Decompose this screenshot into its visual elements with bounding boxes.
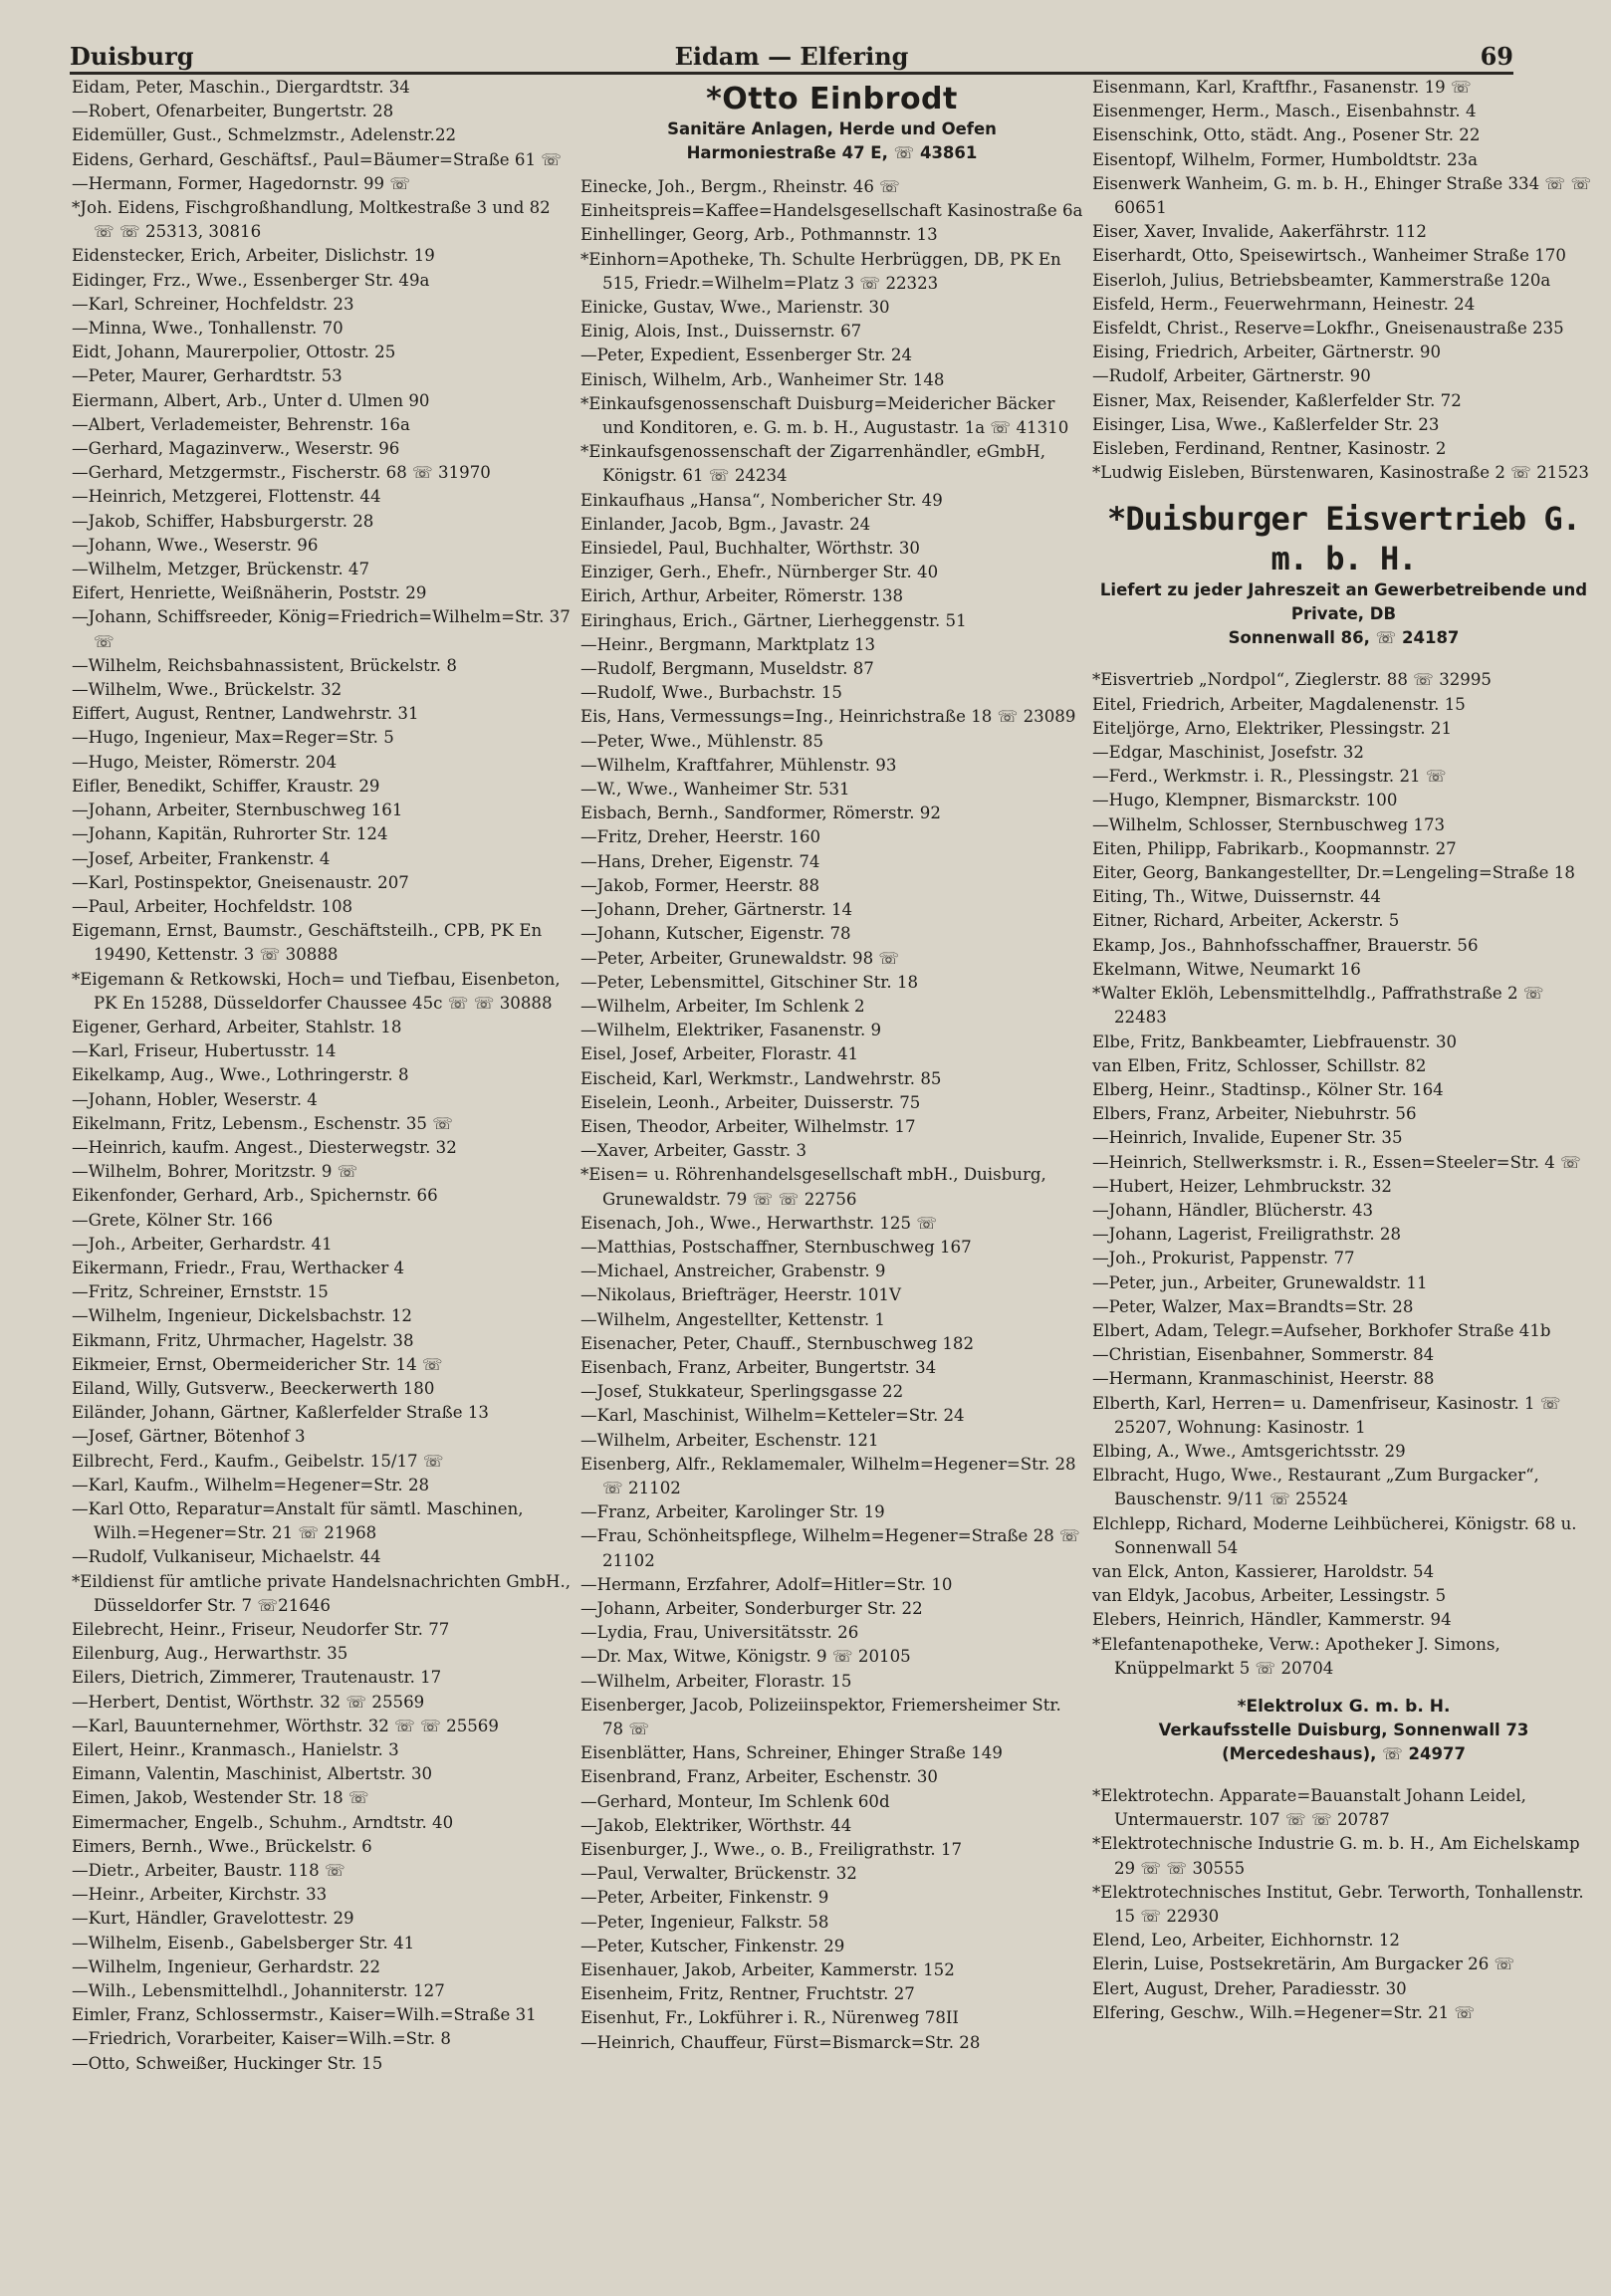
directory-entry: —Hugo, Meister, Römerstr. 204: [72, 752, 338, 772]
directory-entry: —Peter, Ingenieur, Falkstr. 58: [580, 1912, 829, 1932]
directory-entry: —Heinrich, Chauffeur, Fürst=Bismarck=Str. 28: [580, 2032, 981, 2052]
directory-entry: —Johann, Wwe., Weserstr. 96: [72, 535, 319, 555]
directory-entry: Eikermann, Friedr., Frau, Werthacker 4: [72, 1258, 405, 1277]
directory-entry: —Kurt, Händler, Gravelottestr. 29: [72, 1909, 354, 1929]
directory-entry: —Rudolf, Bergmann, Museldstr. 87: [580, 659, 874, 679]
page-header: [70, 40, 1513, 75]
directory-entry: —Johann, Lagerist, Freiligrathstr. 28: [1092, 1225, 1402, 1245]
directory-entry: Eisner, Max, Reisender, Kaßlerfelder Str. 72: [1092, 390, 1462, 410]
directory-entry: *Joh. Eidens, Fischgroßhandlung, Moltkestraße 3 und 82 ☏ ☏ 25313, 30816: [72, 198, 551, 242]
directory-entry: —Wilhelm, Metzger, Brückenstr. 47: [72, 560, 370, 579]
directory-entry: —Frau, Schönheitspflege, Wilhelm=Hegener=Straße 28 ☏ 21102: [580, 1526, 1080, 1570]
directory-entry: —Heinrich, Stellwerksmstr. i. R., Essen=Steeler=Str. 4 ☏: [1092, 1152, 1581, 1172]
directory-entry: Eisenhauer, Jakob, Arbeiter, Kammerstr. 152: [580, 1960, 955, 1980]
directory-entry: Eisfeld, Herm., Feuerwehrmann, Heinestr. 24: [1092, 294, 1476, 314]
directory-entry: Eimen, Jakob, Westender Str. 18 ☏: [72, 1788, 369, 1808]
directory-entry: Eiländer, Johann, Gärtner, Kaßlerfelder Straße 13: [72, 1403, 489, 1423]
directory-entry: Eifler, Benedikt, Schiffer, Kraustr. 29: [72, 776, 380, 796]
directory-entry: Eiland, Willy, Gutsverw., Beeckerwerth 180: [72, 1378, 435, 1398]
directory-entry: —Wilhelm, Ingenieur, Dickelsbachstr. 12: [72, 1306, 412, 1326]
column-1: [72, 76, 575, 2076]
directory-entry: —Wilhelm, Eisenb., Gabelsberger Str. 41: [72, 1933, 415, 1952]
directory-entry: Eisinger, Lisa, Wwe., Kaßlerfelder Str. 23: [1092, 414, 1440, 434]
column-3-entries-b: [1092, 668, 1595, 1681]
directory-entry: Eisenblätter, Hans, Schreiner, Ehinger Straße 149: [580, 1743, 1003, 1763]
directory-entry: —Karl, Kaufm., Wilhelm=Hegener=Str. 28: [72, 1475, 430, 1494]
directory-entry: —Heinrich, Metzgerei, Flottenstr. 44: [72, 487, 381, 507]
ad-line: Verkaufsstelle Duisburg, Sonnenwall 73: [1158, 1720, 1529, 1739]
directory-entry: —Otto, Schweißer, Huckinger Str. 15: [72, 2053, 383, 2073]
directory-entry: —Peter, Expedient, Essenberger Str. 24: [580, 345, 913, 365]
directory-entry: —Peter, Maurer, Gerhardtstr. 53: [72, 366, 343, 386]
directory-entry: Eiffert, August, Rentner, Landwehrstr. 31: [72, 704, 419, 724]
directory-entry: Eidens, Gerhard, Geschäftsf., Paul=Bäumer=Straße 61 ☏: [72, 149, 563, 169]
directory-entry: Eisenberger, Jacob, Polizeiinspektor, Friemersheimer Str. 78 ☏: [580, 1695, 1061, 1738]
directory-entry: Eiselein, Leonh., Arbeiter, Duisserstr. 75: [580, 1092, 921, 1112]
directory-entry: —Josef, Stukkateur, Sperlingsgasse 22: [580, 1382, 904, 1402]
directory-entry: Eimann, Valentin, Maschinist, Albertstr. 30: [72, 1764, 433, 1784]
directory-entry: —Gerhard, Monteur, Im Schlenk 60d: [580, 1791, 890, 1811]
directory-entry: —Peter, jun., Arbeiter, Grunewaldstr. 11: [1092, 1272, 1428, 1292]
directory-entry: Eisbach, Bernh., Sandformer, Römerstr. 92: [580, 804, 941, 823]
directory-entry: Eisenach, Joh., Wwe., Herwarthstr. 125 ☏: [580, 1213, 938, 1233]
directory-entry: Einheitspreis=Kaffee=Handelsgesellschaft Kasinostraße 6a: [580, 201, 1083, 221]
directory-entry: —Jakob, Elektriker, Wörthstr. 44: [580, 1815, 852, 1835]
directory-entry: van Elben, Fritz, Schlosser, Schillstr. 82: [1092, 1055, 1427, 1075]
directory-entry: Eidam, Peter, Maschin., Diergardtstr. 34: [72, 78, 410, 97]
directory-entry: *Elefantenapotheke, Verw.: Apotheker J. Simons, Knüppelmarkt 5 ☏ 20704: [1092, 1634, 1500, 1678]
directory-entry: —Paul, Arbeiter, Hochfeldstr. 108: [72, 896, 353, 916]
directory-entry: —Gerhard, Metzgermstr., Fischerstr. 68 ☏ 31970: [72, 463, 491, 483]
directory-entry: —Dr. Max, Witwe, Königstr. 9 ☏ 20105: [580, 1647, 911, 1667]
directory-entry: —Heinrich, Invalide, Eupener Str. 35: [1092, 1128, 1403, 1148]
directory-entry: Elbracht, Hugo, Wwe., Restaurant „Zum Burgacker“, Bauschenstr. 9/11 ☏ 25524: [1092, 1466, 1539, 1509]
directory-entry: Eisentopf, Wilhelm, Former, Humboldtstr. 23a: [1092, 149, 1478, 169]
directory-entry: Eidt, Johann, Maurerpolier, Ottostr. 25: [72, 343, 396, 362]
directory-entry: Eisfeldt, Christ., Reserve=Lokfhr., Gneisenaustraße 235: [1092, 319, 1564, 339]
directory-entry: Eiermann, Albert, Arb., Unter d. Ulmen 90: [72, 390, 430, 410]
directory-entry: —Christian, Eisenbahner, Sommerstr. 84: [1092, 1345, 1435, 1365]
directory-entry: Eidenstecker, Erich, Arbeiter, Dislichstr. 19: [72, 246, 435, 266]
directory-entry: —Karl, Bauunternehmer, Wörthstr. 32 ☏ ☏ 25569: [72, 1716, 499, 1735]
directory-entry: —Karl, Friseur, Hubertusstr. 14: [72, 1041, 337, 1061]
directory-entry: —Lydia, Frau, Universitätsstr. 26: [580, 1623, 859, 1643]
directory-entry: —Wilhelm, Reichsbahnassistent, Brückelstr. 8: [72, 655, 457, 675]
directory-entry: Eisenmenger, Herm., Masch., Eisenbahnstr. 4: [1092, 102, 1477, 121]
ad-title: *Elektrolux G. m. b. H.: [1237, 1696, 1451, 1717]
directory-entry: —Paul, Verwalter, Brückenstr. 32: [580, 1864, 857, 1884]
directory-entry: Elert, August, Dreher, Paradiesstr. 30: [1092, 1978, 1407, 1998]
directory-entry: Eikelkamp, Aug., Wwe., Lothringerstr. 8: [72, 1065, 409, 1085]
directory-entry: —Peter, Kutscher, Finkenstr. 29: [580, 1936, 845, 1955]
column-3: [1092, 76, 1595, 2025]
directory-entry: —Matthias, Postschaffner, Sternbuschweg 167: [580, 1237, 972, 1257]
directory-entry: —Peter, Arbeiter, Finkenstr. 9: [580, 1888, 829, 1908]
advertisement-elektrolux: [1092, 1695, 1595, 1766]
ad-title: *Otto Einbrodt: [706, 82, 958, 116]
directory-entry: Ekamp, Jos., Bahnhofsschaffner, Brauerstr. 56: [1092, 935, 1479, 955]
directory-entry: Elfering, Geschw., Wilh.=Hegener=Str. 21 ☏: [1092, 2002, 1476, 2022]
directory-entry: *Walter Eklöh, Lebensmittelhdlg., Paffrathstraße 2 ☏ 22483: [1092, 984, 1544, 1028]
directory-entry: —Josef, Arbeiter, Frankenstr. 4: [72, 848, 331, 868]
directory-entry: Eisenacher, Peter, Chauff., Sternbuschweg 182: [580, 1333, 975, 1353]
directory-entry: Elebers, Heinrich, Händler, Kammerstr. 94: [1092, 1610, 1452, 1630]
directory-entry: —Rudolf, Vulkaniseur, Michaelstr. 44: [72, 1547, 381, 1567]
directory-entry: —Michael, Anstreicher, Grabenstr. 9: [580, 1262, 886, 1281]
directory-entry: Eisenbrand, Franz, Arbeiter, Eschenstr. 30: [580, 1767, 938, 1787]
directory-entry: *Einhorn=Apotheke, Th. Schulte Herbrüggen, DB, PK En 515, Friedr.=Wilhelm=Platz 3 ☏ 22323: [580, 249, 1061, 293]
column-3-entries-a: [1092, 76, 1595, 485]
directory-entry: —Wilhelm, Kraftfahrer, Mühlenstr. 93: [580, 755, 897, 775]
directory-entry: —Robert, Ofenarbeiter, Bungertstr. 28: [72, 102, 394, 121]
directory-entry: —Hermann, Former, Hagedornstr. 99 ☏: [72, 173, 411, 193]
directory-entry: —Franz, Arbeiter, Karolinger Str. 19: [580, 1502, 885, 1522]
directory-entry: Eidinger, Frz., Wwe., Essenberger Str. 49a: [72, 270, 430, 290]
directory-entry: —W., Wwe., Wanheimer Str. 531: [580, 780, 850, 800]
directory-entry: Eidemüller, Gust., Schmelzmstr., Adelenstr.22: [72, 125, 457, 145]
directory-entry: Eitner, Richard, Arbeiter, Ackerstr. 5: [1092, 911, 1400, 931]
directory-entry: —Wilhelm, Bohrer, Moritzstr. 9 ☏: [72, 1162, 358, 1182]
directory-entry: —Karl, Maschinist, Wilhelm=Ketteler=Str. 24: [580, 1406, 965, 1426]
directory-entry: Elbert, Adam, Telegr.=Aufseher, Borkhofer Straße 41b: [1092, 1320, 1551, 1340]
directory-entry: Eikelmann, Fritz, Lebensm., Eschenstr. 35 ☏: [72, 1113, 454, 1133]
directory-entry: —Johann, Kutscher, Eigenstr. 78: [580, 924, 851, 944]
directory-entry: Eisenheim, Fritz, Rentner, Fruchtstr. 27: [580, 1984, 915, 2004]
directory-entry: —Dietr., Arbeiter, Baustr. 118 ☏: [72, 1861, 345, 1881]
directory-entry: Eisenschink, Otto, städt. Ang., Posener Str. 22: [1092, 125, 1481, 145]
directory-entry: Eis, Hans, Vermessungs=Ing., Heinrichstraße 18 ☏ 23089: [580, 707, 1076, 727]
directory-entry: Eifert, Henriette, Weißnäherin, Poststr. 29: [72, 583, 427, 603]
directory-entry: —Minna, Wwe., Tonhallenstr. 70: [72, 319, 344, 339]
directory-entry: —Josef, Gärtner, Bötenhof 3: [72, 1427, 306, 1447]
directory-entry: Elend, Leo, Arbeiter, Eichhornstr. 12: [1092, 1931, 1400, 1951]
directory-entry: Elbing, A., Wwe., Amtsgerichtsstr. 29: [1092, 1441, 1406, 1461]
directory-entry: *Ludwig Eisleben, Bürstenwaren, Kasinostraße 2 ☏ 21523: [1092, 463, 1589, 483]
directory-entry: Elbers, Franz, Arbeiter, Niebuhrstr. 56: [1092, 1104, 1417, 1124]
directory-entry: —Hugo, Ingenieur, Max=Reger=Str. 5: [72, 728, 394, 748]
directory-entry: Eisen, Theodor, Arbeiter, Wilhelmstr. 17: [580, 1116, 916, 1136]
directory-entry: —Hans, Dreher, Eigenstr. 74: [580, 851, 820, 871]
directory-entry: —Hermann, Erzfahrer, Adolf=Hitler=Str. 10: [580, 1574, 953, 1594]
ad-line: Liefert zu jeder Jahreszeit an Gewerbetreibende und Private, DB: [1099, 580, 1588, 624]
directory-entry: —Johann, Dreher, Gärtnerstr. 14: [580, 900, 853, 920]
directory-entry: —Johann, Arbeiter, Sternbuschweg 161: [72, 801, 403, 820]
directory-entry: —Johann, Kapitän, Ruhrorter Str. 124: [72, 824, 388, 844]
directory-entry: Eisenburger, J., Wwe., o. B., Freiligrathstr. 17: [580, 1840, 963, 1860]
directory-entry: —Karl, Postinspektor, Gneisenaustr. 207: [72, 872, 409, 892]
directory-entry: Eimler, Franz, Schlossermstr., Kaiser=Wilh.=Straße 31: [72, 2005, 537, 2025]
directory-entry: Eiter, Georg, Bankangestellter, Dr.=Lengeling=Straße 18: [1092, 863, 1575, 883]
directory-entry: Einziger, Gerh., Ehefr., Nürnberger Str. 40: [580, 563, 939, 582]
ad-line: (Mercedeshaus), ☏ 24977: [1222, 1743, 1466, 1763]
directory-entry: Eisenberg, Alfr., Reklamemaler, Wilhelm=Hegener=Str. 28 ☏ 21102: [580, 1454, 1076, 1497]
directory-entry: van Elck, Anton, Kassierer, Haroldstr. 54: [1092, 1561, 1435, 1581]
directory-entry: —Friedrich, Vorarbeiter, Kaiser=Wilh.=Str. 8: [72, 2029, 451, 2049]
directory-entry: Eisenmann, Karl, Kraftfhr., Fasanenstr. 19 ☏: [1092, 78, 1472, 97]
directory-entry: Eimers, Bernh., Wwe., Brückelstr. 6: [72, 1836, 372, 1856]
header-city: Duisburg: [70, 42, 194, 71]
directory-entry: Elberg, Heinr., Stadtinsp., Kölner Str. 164: [1092, 1079, 1444, 1099]
directory-entry: Einecke, Joh., Bergm., Rheinstr. 46 ☏: [580, 177, 900, 196]
directory-entry: *Eildienst für amtliche private Handelsnachrichten GmbH., Düsseldorfer Str. 7 ☏21646: [72, 1571, 572, 1615]
directory-entry: —Ferd., Werkmstr. i. R., Plessingstr. 21 ☏: [1092, 767, 1447, 787]
directory-entry: —Hubert, Heizer, Lehmbruckstr. 32: [1092, 1176, 1392, 1196]
directory-entry: Elberth, Karl, Herren= u. Damenfriseur, Kasinostr. 1 ☏ 25207, Wohnung: Kasinostr. 1: [1092, 1393, 1561, 1437]
directory-entry: Eiten, Philipp, Fabrikarb., Koopmannstr. 27: [1092, 838, 1457, 858]
directory-entry: *Eisvertrieb „Nordpol“, Zieglerstr. 88 ☏ 32995: [1092, 670, 1492, 690]
directory-entry: —Wilhelm, Arbeiter, Eschenstr. 121: [580, 1430, 879, 1450]
directory-entry: Elerin, Luise, Postsekretärin, Am Burgacker 26 ☏: [1092, 1954, 1515, 1974]
directory-entry: —Johann, Händler, Blücherstr. 43: [1092, 1200, 1374, 1220]
directory-entry: —Wilhelm, Elektriker, Fasanenstr. 9: [580, 1021, 882, 1040]
directory-entry: *Elektrotechnisches Institut, Gebr. Terworth, Tonhallenstr. 15 ☏ 22930: [1092, 1882, 1584, 1926]
directory-entry: Eiser, Xaver, Invalide, Aakerfährstr. 112: [1092, 222, 1427, 242]
directory-entry: —Jakob, Schiffer, Habsburgerstr. 28: [72, 511, 374, 531]
directory-entry: —Rudolf, Wwe., Burbachstr. 15: [580, 683, 842, 703]
directory-entry: Elbe, Fritz, Bankbeamter, Liebfrauenstr. 30: [1092, 1032, 1458, 1051]
directory-entry: —Wilhelm, Arbeiter, Florastr. 15: [580, 1671, 852, 1691]
directory-entry: Eigener, Gerhard, Arbeiter, Stahlstr. 18: [72, 1017, 402, 1036]
directory-entry: —Peter, Wwe., Mühlenstr. 85: [580, 731, 824, 751]
directory-entry: Eirich, Arthur, Arbeiter, Römerstr. 138: [580, 586, 904, 606]
directory-entry: —Hugo, Klempner, Bismarckstr. 100: [1092, 791, 1398, 810]
directory-entry: —Johann, Arbeiter, Sonderburger Str. 22: [580, 1598, 923, 1618]
directory-entry: —Fritz, Dreher, Heerstr. 160: [580, 827, 821, 847]
directory-entry: van Eldyk, Jacobus, Arbeiter, Lessingstr. 5: [1092, 1586, 1447, 1606]
directory-entry: Elchlepp, Richard, Moderne Leihbücherei, Königstr. 68 u. Sonnenwall 54: [1092, 1513, 1577, 1557]
directory-entry: —Wilhelm, Arbeiter, Im Schlenk 2: [580, 996, 865, 1016]
directory-entry: Eilenburg, Aug., Herwarthstr. 35: [72, 1644, 348, 1664]
directory-entry: Eikenfonder, Gerhard, Arb., Spichernstr. 66: [72, 1186, 438, 1206]
directory-entry: Einsiedel, Paul, Buchhalter, Wörthstr. 30: [580, 539, 920, 559]
directory-entry: Eiringhaus, Erich., Gärtner, Lierheggenstr. 51: [580, 610, 967, 630]
directory-entry: Eisenwerk Wanheim, G. m. b. H., Ehinger Straße 334 ☏ ☏ 60651: [1092, 173, 1592, 218]
directory-entry: Eisenhut, Fr., Lokführer i. R., Nürenweg 78II: [580, 2008, 959, 2028]
directory-entry: —Wilhelm, Schlosser, Sternbuschweg 173: [1092, 814, 1446, 834]
directory-entry: —Wilhelm, Ingenieur, Gerhardstr. 22: [72, 1956, 381, 1976]
advertisement-eisvertrieb: [1092, 499, 1595, 650]
directory-entry: Eilert, Heinr., Kranmasch., Hanielstr. 3: [72, 1740, 399, 1760]
directory-entry: —Karl, Schreiner, Hochfeldstr. 23: [72, 294, 354, 314]
directory-entry: *Elektrotechn. Apparate=Bauanstalt Johann Leidel, Untermauerstr. 107 ☏ ☏ 20787: [1092, 1785, 1526, 1830]
directory-entry: —Albert, Verlademeister, Behrenstr. 16a: [72, 414, 410, 434]
directory-entry: Einicke, Gustav, Wwe., Marienstr. 30: [580, 298, 890, 318]
column-3-entries-c: [1092, 1784, 1595, 2025]
directory-entry: —Nikolaus, Briefträger, Heerstr. 101V: [580, 1285, 901, 1305]
directory-entry: —Joh., Arbeiter, Gerhardstr. 41: [72, 1234, 333, 1254]
directory-entry: Eiteljörge, Arno, Elektriker, Plessingstr. 21: [1092, 718, 1453, 738]
directory-entry: —Jakob, Former, Heerstr. 88: [580, 875, 820, 895]
directory-entry: *Einkaufsgenossenschaft Duisburg=Meidericher Bäcker und Konditoren, e. G. m. b. H., Augustastr. 1a ☏ 41310: [580, 393, 1069, 438]
directory-entry: Eigemann, Ernst, Baumstr., Geschäftsteilh., CPB, PK En 19490, Kettenstr. 3 ☏ 30888: [72, 921, 543, 965]
directory-entry: Eisel, Josef, Arbeiter, Florastr. 41: [580, 1044, 859, 1064]
directory-entry: —Wilhelm, Wwe., Brückelstr. 32: [72, 680, 343, 700]
directory-entry: Eilebrecht, Heinr., Friseur, Neudorfer Str. 77: [72, 1620, 450, 1639]
directory-entry: Eisleben, Ferdinand, Rentner, Kasinostr. 2: [1092, 439, 1447, 459]
directory-entry: Eisenbach, Franz, Arbeiter, Bungertstr. 34: [580, 1357, 937, 1377]
directory-entry: Eising, Friedrich, Arbeiter, Gärtnerstr. 90: [1092, 343, 1442, 362]
directory-entry: Eilbrecht, Ferd., Kaufm., Geibelstr. 15/17 ☏: [72, 1451, 444, 1471]
directory-entry: Eimermacher, Engelb., Schuhm., Arndtstr. 40: [72, 1812, 454, 1832]
directory-entry: Einlander, Jacob, Bgm., Javastr. 24: [580, 514, 871, 534]
directory-entry: Eilers, Dietrich, Zimmerer, Trautenaustr. 17: [72, 1668, 442, 1688]
directory-entry: Eikmann, Fritz, Uhrmacher, Hagelstr. 38: [72, 1330, 414, 1350]
directory-entry: —Peter, Arbeiter, Grunewaldstr. 98 ☏: [580, 948, 900, 968]
directory-entry: —Joh., Prokurist, Pappenstr. 77: [1092, 1249, 1355, 1268]
directory-entry: —Heinr., Arbeiter, Kirchstr. 33: [72, 1885, 328, 1905]
directory-entry: Einisch, Wilhelm, Arb., Wanheimer Str. 148: [580, 369, 945, 389]
directory-entry: —Karl Otto, Reparatur=Anstalt für sämtl. Maschinen, Wilh.=Hegener=Str. 21 ☏ 21968: [72, 1498, 524, 1543]
directory-entry: —Hermann, Kranmaschinist, Heerstr. 88: [1092, 1369, 1435, 1389]
directory-entry: Eitel, Friedrich, Arbeiter, Magdalenenstr. 15: [1092, 694, 1466, 714]
header-range: Eidam — Elfering: [674, 42, 909, 71]
directory-entry: —Rudolf, Arbeiter, Gärtnerstr. 90: [1092, 366, 1371, 386]
advertisement-einbrodt: [580, 82, 1083, 165]
column-2: [580, 76, 1083, 2055]
directory-entry: *Elektrotechnische Industrie G. m. b. H., Am Eichelskamp 29 ☏ ☏ 30555: [1092, 1834, 1580, 1878]
directory-entry: Eikmeier, Ernst, Obermeidericher Str. 14 ☏: [72, 1354, 443, 1374]
directory-entry: Eiserloh, Julius, Betriebsbeamter, Kammerstraße 120a: [1092, 270, 1551, 290]
directory-entry: —Heinrich, kaufm. Angest., Diesterwegstr. 32: [72, 1137, 457, 1157]
directory-entry: *Eigemann & Retkowski, Hoch= und Tiefbau, Eisenbeton, PK En 15288, Düsseldorfer Chaussee 45c ☏ ☏ 30888: [72, 969, 561, 1013]
directory-entry: —Gerhard, Magazinverw., Weserstr. 96: [72, 439, 400, 459]
directory-entry: Einkaufhaus „Hansa“, Nombericher Str. 49: [580, 490, 943, 510]
ad-line: Sanitäre Anlagen, Herde und Oefen: [667, 119, 997, 138]
directory-entry: —Grete, Kölner Str. 166: [72, 1210, 273, 1230]
ad-line: Harmoniestraße 47 E, ☏ 43861: [686, 143, 978, 162]
directory-entry: Einig, Alois, Inst., Duissernstr. 67: [580, 322, 862, 342]
directory-entry: Eischeid, Karl, Werkmstr., Landwehrstr. 85: [580, 1068, 942, 1088]
directory-entry: —Peter, Walzer, Max=Brandts=Str. 28: [1092, 1296, 1414, 1316]
directory-entry: —Edgar, Maschinist, Josefstr. 32: [1092, 743, 1364, 763]
page-number: 69: [1480, 42, 1513, 71]
directory-entry: —Wilh., Lebensmittelhdl., Johanniterstr. 127: [72, 1981, 445, 2001]
directory-entry: Eiserhardt, Otto, Speisewirtsch., Wanheimer Straße 170: [1092, 246, 1566, 266]
directory-entry: *Eisen= u. Röhrenhandelsgesellschaft mbH., Duisburg, Grunewaldstr. 79 ☏ ☏ 22756: [580, 1165, 1046, 1209]
directory-entry: Eiting, Th., Witwe, Duissernstr. 44: [1092, 887, 1381, 907]
directory-entry: Ekelmann, Witwe, Neumarkt 16: [1092, 959, 1361, 979]
directory-entry: —Heinr., Bergmann, Marktplatz 13: [580, 634, 876, 654]
directory-entry: —Peter, Lebensmittel, Gitschiner Str. 18: [580, 972, 919, 992]
ad-title: *Duisburger Eisvertrieb G. m. b. H.: [1107, 500, 1580, 578]
directory-entry: —Johann, Schiffsreeder, König=Friedrich=Wilhelm=Str. 37 ☏: [72, 607, 571, 651]
directory-entry: Einhellinger, Georg, Arb., Pothmannstr. 13: [580, 225, 938, 245]
directory-entry: —Johann, Hobler, Weserstr. 4: [72, 1089, 318, 1109]
directory-entry: —Fritz, Schreiner, Ernststr. 15: [72, 1282, 329, 1302]
directory-entry: —Wilhelm, Angestellter, Kettenstr. 1: [580, 1309, 885, 1329]
column-2-entries: [580, 175, 1083, 2055]
ad-line: Sonnenwall 86, ☏ 24187: [1228, 628, 1460, 648]
directory-entry: —Xaver, Arbeiter, Gasstr. 3: [580, 1141, 807, 1161]
directory-entry: —Herbert, Dentist, Wörthstr. 32 ☏ 25569: [72, 1692, 425, 1712]
directory-entry: *Einkaufsgenossenschaft der Zigarrenhändler, eGmbH, Königstr. 61 ☏ 24234: [580, 442, 1046, 486]
